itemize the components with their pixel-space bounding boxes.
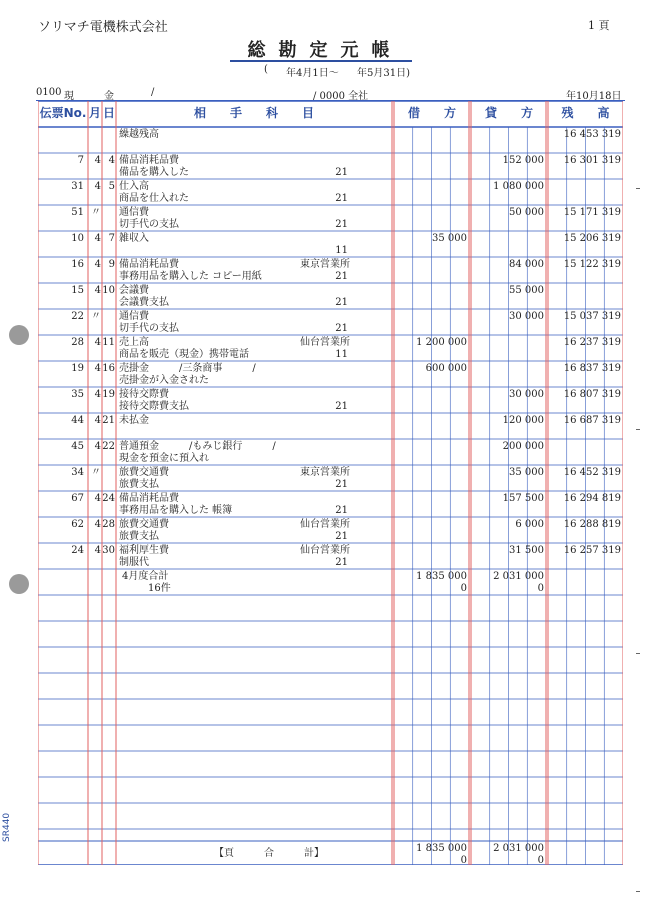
page-total-label: 【頁 合 計】 [214,848,324,859]
voucher-no: 16 [71,259,84,270]
month: 4 [94,337,101,348]
voucher-no: 62 [71,519,84,530]
credit-amount: 55 000 [509,285,544,296]
tax-code: 11 [335,245,348,256]
day: 4 [108,155,115,166]
voucher-no: 34 [71,467,84,478]
page-total-credit-tax: 0 [537,855,544,866]
month: 4 [94,233,101,244]
balance-amount: 16 294 819 [563,493,621,504]
month: 4 [94,493,101,504]
account-name: 通信費 [119,207,149,218]
description: 制服代 [119,557,149,568]
account-name: 備品消耗品費 [119,493,179,504]
month-total-count: 16件 [148,583,171,594]
credit-amount: 120 000 [502,415,544,426]
page-total-debit: 1 835 000 [416,843,467,854]
day: 30 [102,545,115,556]
page-number: 1 頁 [588,19,610,32]
col-account: 相 手 科 目 [193,106,314,120]
day: 22 [102,441,115,452]
month-total-credit-tax: 0 [537,583,544,594]
month: 4 [94,545,101,556]
debit-amount: 600 000 [425,363,467,374]
month-total-debit: 1 835 000 [416,571,467,582]
department-name: 仙台営業所 [300,545,350,556]
tax-code: 21 [335,297,348,308]
month: 4 [94,519,101,530]
credit-amount: 30 000 [509,311,544,322]
balance-amount: 16 687 319 [563,415,621,426]
tax-code: 21 [335,323,348,334]
tax-code: 21 [335,505,348,516]
credit-amount: 30 000 [509,389,544,400]
company-name: ソリマチ電機株式会社 [38,20,168,35]
margin-tick [636,429,640,430]
binder-hole-top [9,325,29,345]
description: 備品を購入した [119,167,189,178]
balance-amount: 15 037 319 [563,311,621,322]
day: 7 [108,233,115,244]
account-name: 未払金 [119,415,149,426]
description: 切手代の支払 [119,323,179,334]
account-name: 現 金 [64,91,114,102]
month: 4 [94,259,101,270]
account-name: 接待交際費 [119,389,169,400]
account-name: 普通預金 /もみじ銀行 / [119,441,276,452]
tax-code: 21 [335,531,348,542]
account-code: 0100 [36,87,62,98]
description: 商品を仕入れた [119,193,189,204]
period-open: ( [264,64,268,75]
print-date: 年10月18日 [566,91,622,102]
description: 売掛金が入金された [119,375,209,386]
description: 切手代の支払 [119,219,179,230]
day: 10 [102,285,115,296]
account-name: 福利厚生費 [119,545,169,556]
voucher-no: 51 [71,207,84,218]
day: 9 [108,259,115,270]
day: 28 [102,519,115,530]
voucher-no: 24 [71,545,84,556]
voucher-no: 15 [71,285,84,296]
department-name: 仙台営業所 [300,519,350,530]
debit-amount: 35 000 [432,233,467,244]
credit-amount: 31 500 [509,545,544,556]
day: 19 [102,389,115,400]
balance-amount: 15 206 319 [563,233,621,244]
day: 11 [102,337,115,348]
voucher-no: 10 [71,233,84,244]
page-title: 総勘定元帳 [247,40,403,61]
voucher-no: 44 [71,415,84,426]
credit-amount: 1 080 000 [493,181,544,192]
tax-code: 21 [335,557,348,568]
account-name: 備品消耗品費 [119,155,179,166]
month: 〃 [91,207,101,218]
form-code: SR440 [2,812,12,842]
account-name: 雑収入 [119,233,149,244]
account-name: 備品消耗品費 [119,259,179,270]
binder-hole-bottom [9,574,29,594]
ledger-table [38,101,623,865]
voucher-no: 7 [77,155,84,166]
balance-amount: 16 301 319 [563,155,621,166]
margin-tick [636,653,640,654]
month-total-label: 4月度合計 [122,571,169,582]
tax-code: 21 [335,401,348,412]
description: 商品を販売（現金）携帯電話 [119,349,249,360]
credit-amount: 84 000 [509,259,544,270]
month: 4 [94,363,101,374]
debit-amount: 1 200 000 [416,337,467,348]
account-name: 売掛金 /三条商事 / [119,363,256,374]
account-name: 仕入高 [119,181,149,192]
tax-code: 21 [335,479,348,490]
margin-tick [636,188,640,189]
month: 4 [94,181,101,192]
account-name: 会議費 [119,285,149,296]
credit-amount: 157 500 [502,493,544,504]
balance-amount: 16 807 319 [563,389,621,400]
month: 4 [94,441,101,452]
day: 16 [102,363,115,374]
balance-amount: 15 122 319 [563,259,621,270]
tax-code: 21 [335,167,348,178]
description: 事務用品を購入した 帳簿 [119,505,233,516]
credit-amount: 152 000 [502,155,544,166]
account-name: 旅費交通費 [119,467,169,478]
description: 旅費支払 [119,479,159,490]
day: 21 [102,415,115,426]
month: 4 [94,285,101,296]
account-name: 売上高 [119,337,149,348]
col-month: 月 [88,106,101,120]
voucher-no: 35 [71,389,84,400]
department-name: 東京営業所 [300,259,350,270]
period-to: 年5月31日) [357,68,410,79]
month: 〃 [91,467,101,478]
voucher-no: 22 [71,311,84,322]
voucher-no: 28 [71,337,84,348]
month-total-credit: 2 031 000 [493,571,544,582]
tax-code: 21 [335,271,348,282]
balance-amount: 15 171 319 [563,207,621,218]
tax-code: 21 [335,219,348,230]
department-name: 仙台営業所 [300,337,350,348]
tax-code: 11 [335,349,348,360]
account-name: 旅費交通費 [119,519,169,530]
col-balance: 残 高 [561,106,610,120]
voucher-no: 31 [71,181,84,192]
month: 4 [94,389,101,400]
col-debit: 借 方 [407,106,456,120]
credit-amount: 6 000 [515,519,544,530]
page-total-debit-tax: 0 [460,855,467,866]
margin-tick [636,891,640,892]
credit-amount: 35 000 [509,467,544,478]
description: 接待交際費支払 [119,401,189,412]
voucher-no: 45 [71,441,84,452]
account-slash: / [151,87,155,98]
account-name: 通信費 [119,311,149,322]
voucher-no: 19 [71,363,84,374]
month-total-debit-tax: 0 [460,583,467,594]
balance-amount: 16 237 319 [563,337,621,348]
balance-amount: 16 288 819 [563,519,621,530]
col-day: 日 [102,106,115,120]
page-total-credit: 2 031 000 [493,843,544,854]
department-name: 東京営業所 [300,467,350,478]
credit-amount: 200 000 [502,441,544,452]
month: 4 [94,155,101,166]
period-from: 年4月1日～ [286,68,339,79]
balance-amount: 16 453 319 [563,129,621,140]
day: 24 [102,493,115,504]
title-underline [230,60,412,62]
col-voucher: 伝票No. [39,106,87,120]
balance-amount: 16 837 319 [563,363,621,374]
description: 事務用品を購入した コピー用紙 [119,271,262,282]
balance-amount: 16 257 319 [563,545,621,556]
month: 4 [94,415,101,426]
description: 旅費支払 [119,531,159,542]
month: 〃 [91,311,101,322]
col-credit: 貸 方 [484,106,533,120]
balance-amount: 16 452 319 [563,467,621,478]
department: / 0000 全社 [313,91,369,102]
tax-code: 21 [335,193,348,204]
account-name: 繰越残高 [119,129,159,140]
description: 現金を預金に預入れ [119,453,209,464]
day: 5 [108,181,115,192]
description: 会議費支払 [119,297,169,308]
voucher-no: 67 [71,493,84,504]
credit-amount: 50 000 [509,207,544,218]
